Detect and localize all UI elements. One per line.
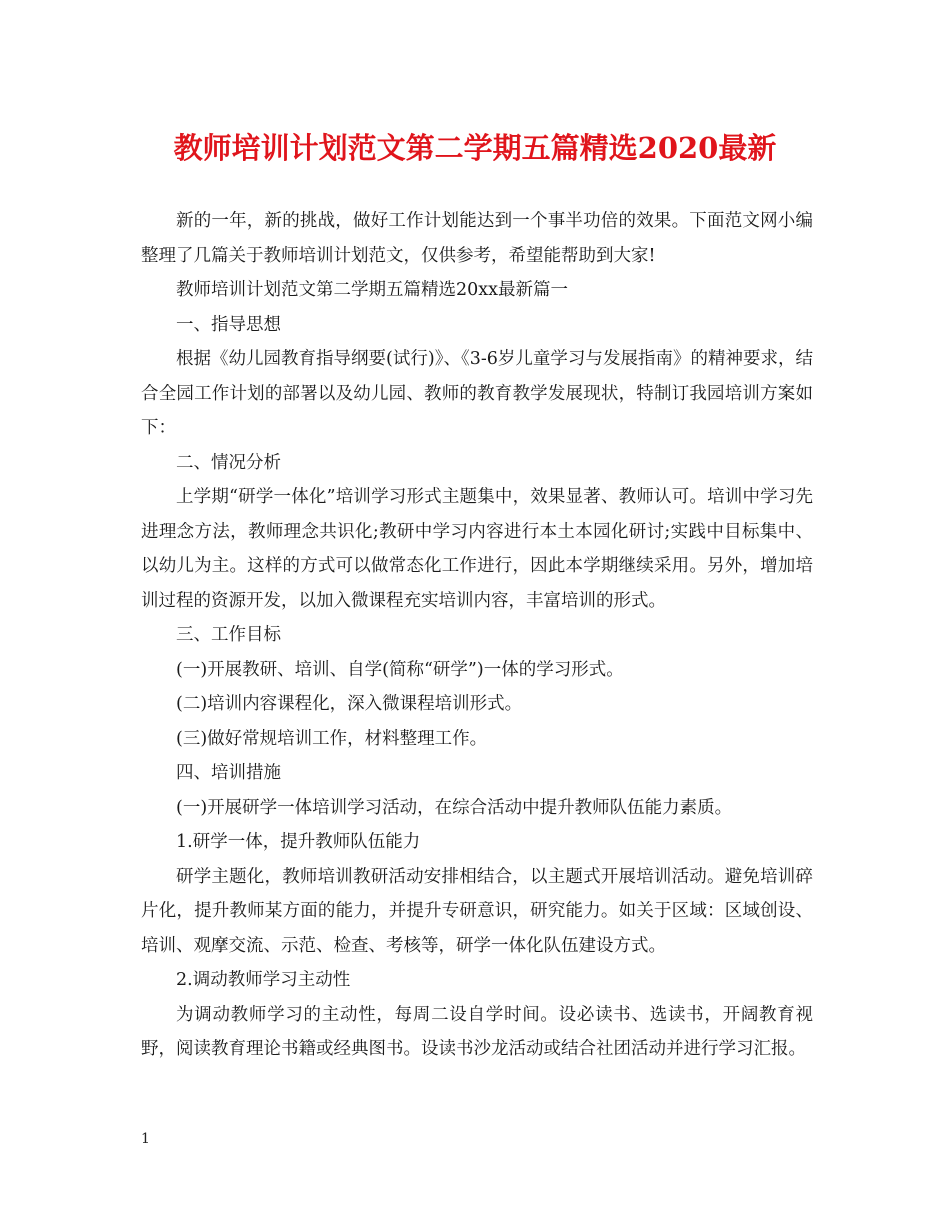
goal-item-2: (二)培训内容课程化，深入微课程培训形式。	[176, 694, 523, 714]
page-number: 1	[141, 1131, 150, 1147]
document-body	[141, 204, 813, 1067]
paragraph-analysis: 上学期“研学一体化”培训学习形式主题集中，效果显著、教师认可。培训中学习先进理念方法，教师理念共识化;教研中学习内容进行本土本园化研讨;实践中目标集中、以幼儿为主。这样的方式可以做常态化工作进行，因此本学期继续采用。另外，增加培训过程的资源开发，以加入微课程充实培训内容，丰富培训的形式。	[141, 487, 813, 611]
measure-item-1: (一)开展研学一体培训学习活动，在综合活动中提升教师队伍能力素质。	[176, 797, 733, 818]
goal-item-3: (三)做好常规培训工作，材料整理工作。	[176, 728, 488, 749]
measure-subheading-1: 1.研学一体，提升教师队伍能力	[176, 832, 421, 852]
section-heading-4: 四、培训措施	[176, 763, 281, 783]
section-heading-2: 二、情况分析	[176, 452, 281, 473]
goal-item-1: (一)开展教研、培训、自学(简称“研学”)一体的学习形式。	[176, 659, 624, 680]
section-heading-3: 三、工作目标	[176, 625, 281, 645]
paragraph-measure-1: 研学主题化，教师培训教研活动安排相结合，以主题式开展培训活动。避免培训碎片化，提升教师某方面的能力，并提升专研意识，研究能力。如关于区域：区域创设、培训、观摩交流、示范、检查、考核等，研学一体化队伍建设方式。	[141, 866, 813, 956]
paragraph-measure-2: 为调动教师学习的主动性，每周二设自学时间。设必读书、选读书，开阔教育视野，阅读教育理论书籍或经典图书。设读书沙龙活动或结合社团活动并进行学习汇报。	[141, 1004, 813, 1059]
document-title: 教师培训计划范文第二学期五篇精选2020最新	[173, 131, 777, 165]
paragraph-subtitle: 教师培训计划范文第二学期五篇精选20xx最新篇一	[176, 280, 569, 300]
measure-subheading-2: 2.调动教师学习主动性	[176, 970, 351, 990]
paragraph-intro: 新的一年，新的挑战，做好工作计划能达到一个事半功倍的效果。下面范文网小编整理了几篇关于教师培训计划范文，仅供参考，希望能帮助到大家!	[141, 211, 813, 266]
paragraph-guiding: 根据《幼儿园教育指导纲要(试行)》、《3-6岁儿童学习与发展指南》的精神要求，结合全园工作计划的部署以及幼儿园、教师的教育教学发展现状，特制订我园培训方案如下：	[141, 349, 813, 438]
section-heading-1: 一、指导思想	[176, 314, 281, 335]
